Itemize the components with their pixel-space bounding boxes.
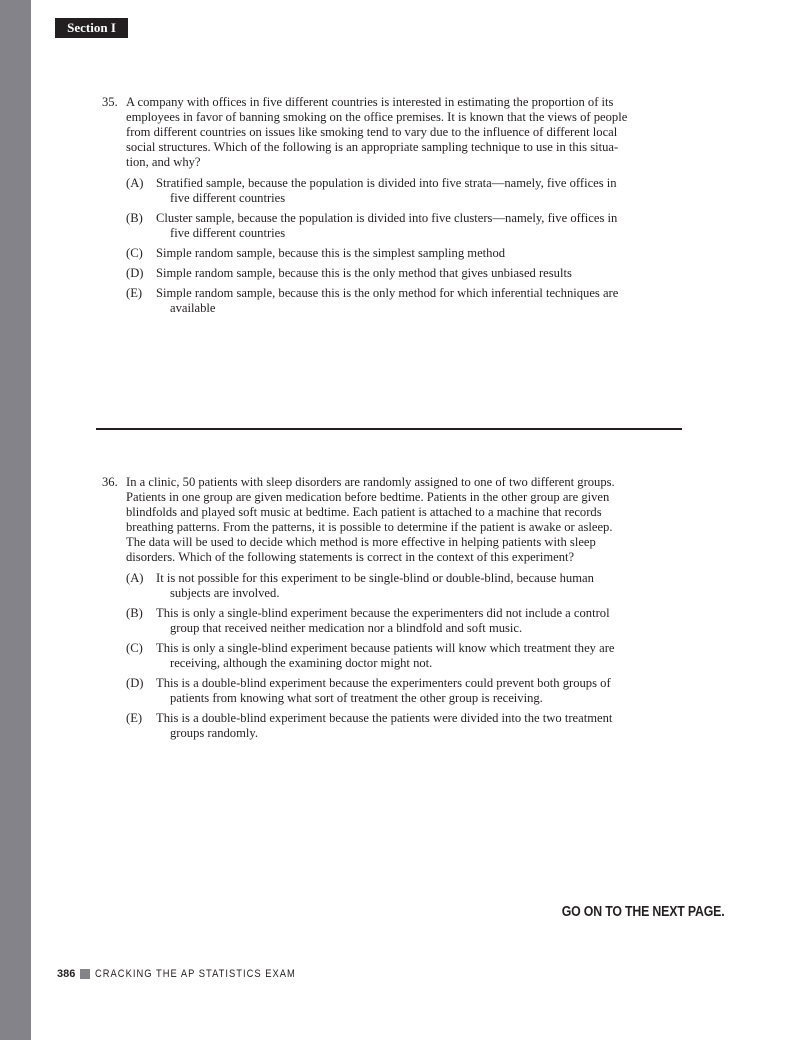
- option-text-line: available: [170, 301, 216, 315]
- question-stem: [126, 475, 615, 565]
- option-label: (D): [126, 266, 144, 280]
- divider: [96, 428, 682, 430]
- footer-square-icon: [80, 969, 90, 979]
- stem-line: tion, and why?: [126, 155, 201, 169]
- option-text-line: receiving, although the examining doctor might not.: [170, 656, 433, 670]
- question-stem: [126, 95, 627, 170]
- stem-line: disorders. Which of the following statements is correct in the context of this experiment?: [126, 550, 575, 564]
- option-label: (B): [126, 606, 143, 620]
- book-title: CRACKING THE AP STATISTICS EXAM: [95, 968, 297, 980]
- option-text-line: Cluster sample, because the population is divided into five clusters—namely, five offices in: [156, 211, 618, 225]
- option-text-line: groups randomly.: [170, 726, 259, 740]
- stem-line: blindfolds and played soft music at bedtime. Each patient is attached to a machine that records: [126, 505, 602, 519]
- option-text-line: subjects are involved.: [170, 586, 280, 600]
- answer-option[interactable]: [126, 211, 627, 241]
- option-text-line: five different countries: [170, 191, 286, 205]
- answer-options: [126, 176, 627, 316]
- answer-option[interactable]: [126, 571, 615, 601]
- page-gutter: [0, 0, 31, 1040]
- go-on-notice: GO ON TO THE NEXT PAGE.: [561, 904, 724, 920]
- answer-option[interactable]: [126, 246, 627, 261]
- option-label: (E): [126, 286, 143, 300]
- answer-option[interactable]: [126, 176, 627, 206]
- answer-option[interactable]: [126, 676, 615, 706]
- stem-line: The data will be used to decide which method is more effective in helping patients with sleep: [126, 535, 596, 549]
- stem-line: In a clinic, 50 patients with sleep disorders are randomly assigned to one of two different groups.: [126, 475, 615, 489]
- option-label: (D): [126, 676, 144, 690]
- option-text-line: It is not possible for this experiment to be single-blind or double-blind, because human: [156, 571, 594, 585]
- option-text-line: Simple random sample, because this is the simplest sampling method: [156, 246, 506, 260]
- option-text-line: This is a double-blind experiment because the experimenters could prevent both groups of: [156, 676, 611, 690]
- option-label: (C): [126, 246, 143, 260]
- option-text-line: Simple random sample, because this is the only method that gives unbiased results: [156, 266, 572, 280]
- answer-option[interactable]: [126, 266, 627, 281]
- option-text-line: This is only a single-blind experiment because patients will know which treatment they are: [156, 641, 615, 655]
- option-text-line: Simple random sample, because this is the only method for which inferential techniques are: [156, 286, 619, 300]
- stem-line: from different countries on issues like smoking tend to vary due to the influence of different local: [126, 125, 618, 139]
- stem-line: Patients in one group are given medication before bedtime. Patients in the other group are given: [126, 490, 610, 504]
- page-footer: [57, 968, 332, 980]
- option-label: (A): [126, 571, 144, 585]
- stem-line: breathing patterns. From the patterns, it is possible to determine if the patient is awake or asleep.: [126, 520, 613, 534]
- question-number: 35.: [102, 95, 118, 109]
- question-number: 36.: [102, 475, 118, 489]
- answer-option[interactable]: [126, 641, 615, 671]
- stem-line: employees in favor of banning smoking on the office premises. It is known that the views of people: [126, 110, 628, 124]
- option-label: (E): [126, 711, 143, 725]
- option-label: (C): [126, 641, 143, 655]
- question-35: [102, 95, 627, 321]
- option-label: (A): [126, 176, 144, 190]
- option-text-line: This is only a single-blind experiment because the experimenters did not include a control: [156, 606, 610, 620]
- option-text-line: patients from knowing what sort of treatment the other group is receiving.: [170, 691, 543, 705]
- option-text-line: group that received neither medication nor a blindfold and soft music.: [170, 621, 523, 635]
- option-text-line: five different countries: [170, 226, 286, 240]
- answer-option[interactable]: [126, 286, 627, 316]
- option-text-line: Stratified sample, because the population is divided into five strata—namely, five offices in: [156, 176, 617, 190]
- stem-line: A company with offices in five different countries is interested in estimating the proportion of its: [126, 95, 614, 109]
- answer-option[interactable]: [126, 711, 615, 741]
- option-label: (B): [126, 211, 143, 225]
- stem-line: social structures. Which of the following is an appropriate sampling technique to use in this situa-: [126, 140, 619, 154]
- page-number: 386: [57, 968, 76, 980]
- option-text-line: This is a double-blind experiment because the patients were divided into the two treatment: [156, 711, 613, 725]
- section-label: Section I: [55, 18, 128, 38]
- question-36: [102, 475, 615, 746]
- answer-options: [126, 571, 615, 741]
- answer-option[interactable]: [126, 606, 615, 636]
